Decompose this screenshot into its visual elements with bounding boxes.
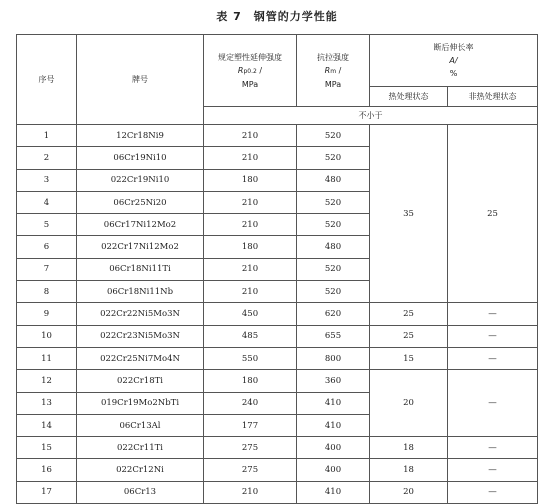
- cell-tensile: 360: [297, 370, 370, 392]
- cell-elong-heat: 25: [370, 303, 448, 325]
- cell-grade: 06Cr18Ni11Ti: [77, 258, 204, 280]
- cell-yield: 240: [204, 392, 297, 414]
- table-row: [17, 370, 538, 392]
- cell-no: 7: [17, 258, 77, 280]
- cell-tensile: 480: [297, 236, 370, 258]
- cell-tensile: 410: [297, 392, 370, 414]
- cell-tensile: 620: [297, 303, 370, 325]
- cell-tensile: 410: [297, 481, 370, 503]
- cell-elong-heat: 18: [370, 437, 448, 459]
- table-row: [17, 125, 538, 147]
- header-heat-treated: 热处理状态: [370, 87, 448, 107]
- cell-tensile: 520: [297, 258, 370, 280]
- header-yield-sub: p0.2: [243, 67, 257, 75]
- header-yield-symbol-line: Rp0.2 /: [237, 65, 263, 75]
- cell-grade: 022Cr18Ti: [77, 370, 204, 392]
- table-row: [17, 303, 538, 325]
- cell-elong-heat: 18: [370, 459, 448, 481]
- cell-grade: 022Cr19Ni10: [77, 169, 204, 191]
- cell-no: 2: [17, 147, 77, 169]
- header-tensile-unit: MPa: [324, 79, 342, 89]
- header-elong-symbol: A/: [449, 56, 458, 65]
- cell-tensile: 400: [297, 459, 370, 481]
- cell-grade: 06Cr25Ni20: [77, 191, 204, 213]
- cell-yield: 210: [204, 191, 297, 213]
- table-body: [17, 125, 538, 504]
- cell-grade: 022Cr12Ni: [77, 459, 204, 481]
- cell-grade: 022Cr23Ni5Mo3N: [77, 325, 204, 347]
- cell-elong-nonheat: —: [448, 325, 538, 347]
- header-yield: [204, 35, 297, 107]
- table-row: [17, 347, 538, 369]
- cell-tensile: 410: [297, 414, 370, 436]
- cell-yield: 180: [204, 236, 297, 258]
- table-title: 表 7 钢管的力学性能: [216, 10, 338, 23]
- cell-yield: 180: [204, 370, 297, 392]
- cell-yield: 210: [204, 147, 297, 169]
- cell-yield: 275: [204, 459, 297, 481]
- cell-yield: 210: [204, 481, 297, 503]
- cell-no: 11: [17, 347, 77, 369]
- cell-tensile: 480: [297, 169, 370, 191]
- cell-grade: 12Cr18Ni9: [77, 125, 204, 147]
- cell-tensile: 520: [297, 125, 370, 147]
- cell-tensile: 400: [297, 437, 370, 459]
- cell-elong-heat: 15: [370, 347, 448, 369]
- header-tensile-symbol-line: Rm /: [324, 65, 342, 75]
- cell-no: 14: [17, 414, 77, 436]
- cell-tensile: 520: [297, 281, 370, 303]
- mechanical-properties-table: [16, 34, 538, 504]
- header-tensile-sub: m: [330, 67, 337, 75]
- table-row: [17, 325, 538, 347]
- header-tensile-symbol: R: [324, 65, 331, 75]
- cell-no: 16: [17, 459, 77, 481]
- cell-grade: 022Cr22Ni5Mo3N: [77, 303, 204, 325]
- cell-no: 12: [17, 370, 77, 392]
- cell-yield: 275: [204, 437, 297, 459]
- table-row: [17, 459, 538, 481]
- cell-no: 9: [17, 303, 77, 325]
- cell-tensile: 520: [297, 147, 370, 169]
- cell-yield: 177: [204, 414, 297, 436]
- cell-elong-heat: 20: [370, 481, 448, 503]
- cell-elong-nonheat: —: [448, 481, 538, 503]
- cell-tensile: 655: [297, 325, 370, 347]
- cell-elong-nonheat: —: [448, 370, 538, 437]
- cell-yield: 485: [204, 325, 297, 347]
- cell-elong-nonheat: —: [448, 437, 538, 459]
- cell-yield: 210: [204, 258, 297, 280]
- header-seq: 序号: [17, 35, 77, 125]
- header-yield-symbol: R: [237, 65, 244, 75]
- cell-no: 1: [17, 125, 77, 147]
- cell-no: 10: [17, 325, 77, 347]
- cell-elong-heat: 25: [370, 325, 448, 347]
- cell-yield: 450: [204, 303, 297, 325]
- cell-no: 15: [17, 437, 77, 459]
- cell-grade: 022Cr25Ni7Mo4N: [77, 347, 204, 369]
- header-yield-label: 规定塑性延伸强度: [218, 52, 282, 62]
- cell-no: 5: [17, 214, 77, 236]
- cell-grade: 06Cr19Ni10: [77, 147, 204, 169]
- cell-no: 13: [17, 392, 77, 414]
- header-yield-unit: MPa: [241, 79, 259, 89]
- cell-yield: 210: [204, 125, 297, 147]
- cell-elong-nonheat: —: [448, 347, 538, 369]
- cell-elong-nonheat: —: [448, 459, 538, 481]
- cell-yield: 550: [204, 347, 297, 369]
- cell-yield: 210: [204, 214, 297, 236]
- cell-grade: 022Cr17Ni12Mo2: [77, 236, 204, 258]
- cell-no: 6: [17, 236, 77, 258]
- cell-no: 8: [17, 281, 77, 303]
- cell-elong-heat: 20: [370, 370, 448, 437]
- cell-no: 4: [17, 191, 77, 213]
- header-elong-unit: %: [449, 69, 458, 78]
- table-row: [17, 481, 538, 503]
- cell-elong-nonheat: —: [448, 303, 538, 325]
- cell-elong-nonheat: 25: [448, 125, 538, 303]
- cell-tensile: 800: [297, 347, 370, 369]
- cell-elong-heat: 35: [370, 125, 448, 303]
- cell-no: 17: [17, 481, 77, 503]
- cell-grade: 019Cr19Mo2NbTi: [77, 392, 204, 414]
- cell-yield: 180: [204, 169, 297, 191]
- header-tensile-label: 抗拉强度: [317, 52, 349, 62]
- cell-tensile: 520: [297, 191, 370, 213]
- cell-grade: 06Cr17Ni12Mo2: [77, 214, 204, 236]
- cell-grade: 022Cr11Ti: [77, 437, 204, 459]
- cell-yield: 210: [204, 281, 297, 303]
- cell-tensile: 520: [297, 214, 370, 236]
- header-min-note: 不小于: [204, 107, 538, 125]
- cell-grade: 06Cr13Al: [77, 414, 204, 436]
- header-elong-label: 断后伸长率: [433, 43, 474, 52]
- header-tensile: [297, 35, 370, 107]
- cell-no: 3: [17, 169, 77, 191]
- header-grade: 牌号: [77, 35, 204, 125]
- cell-grade: 06Cr13: [77, 481, 204, 503]
- table-row: [17, 437, 538, 459]
- header-non-heat-treated: 非热处理状态: [448, 87, 538, 107]
- cell-grade: 06Cr18Ni11Nb: [77, 281, 204, 303]
- header-elongation: [370, 35, 538, 87]
